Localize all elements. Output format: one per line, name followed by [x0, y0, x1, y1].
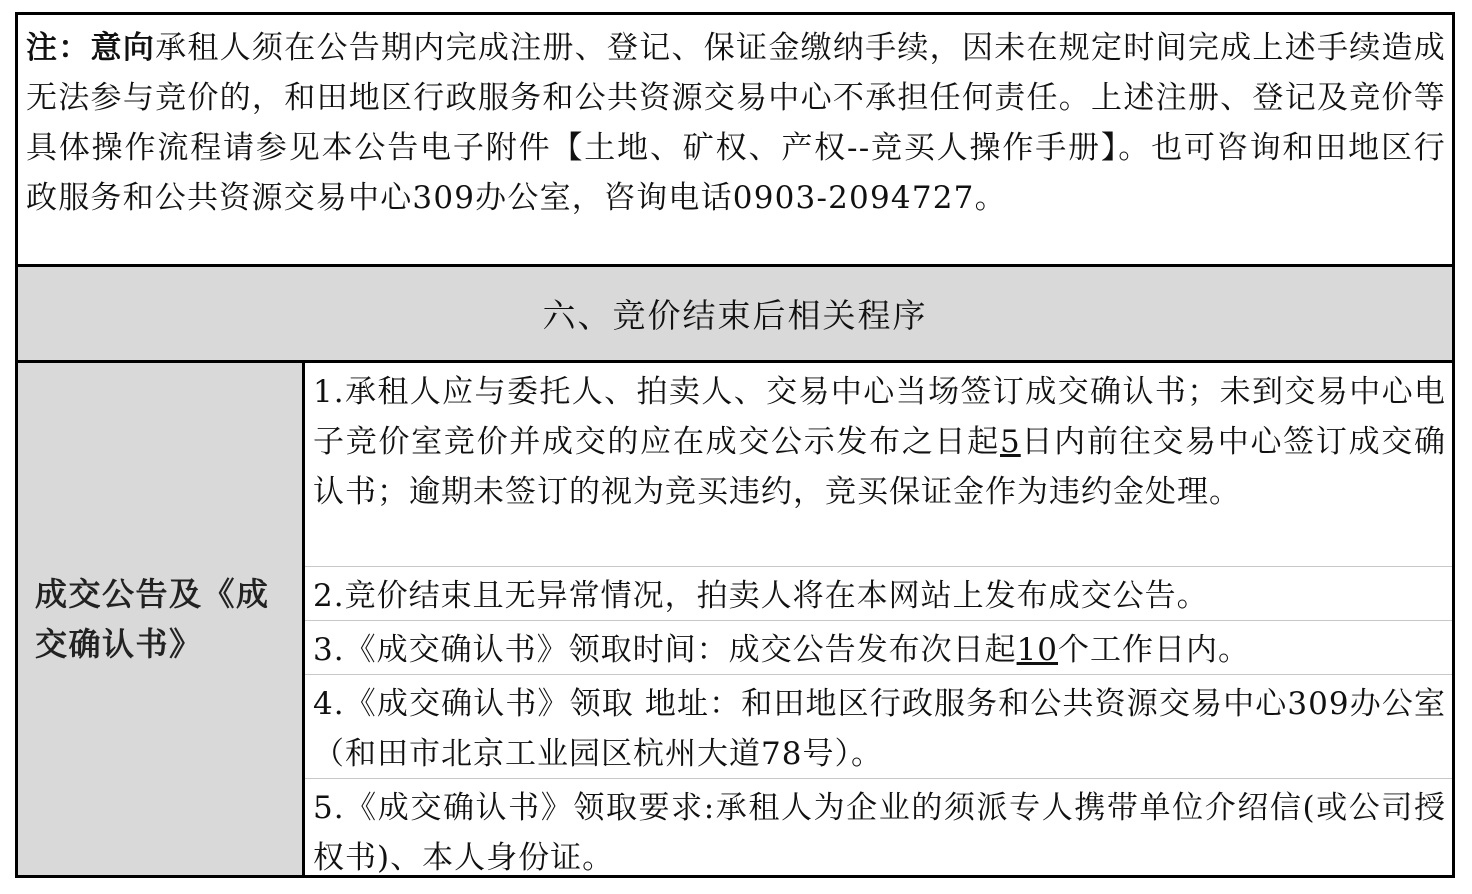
item-1-text-after: 日内前往交易中心签订成交确认书；逾期未签订的视为竞买违约，竞买保证金作为违约金处理。	[313, 424, 1447, 510]
item-1-text-before: 1.承租人应与委托人、拍卖人、交易中心当场签订成交确认书；未到交易中心电子竞价室竞价并成交的应在成交公示发布之日起	[313, 374, 1446, 460]
procedure-item-3	[305, 621, 1452, 675]
item-5-text: 5.《成交确认书》领取要求:承租人为企业的须派专人携带单位介绍信(或公司授权书)、本人身份证。	[313, 790, 1446, 875]
section-title: 六、竞价结束后相关程序	[542, 296, 928, 335]
item-4-text: 4.《成交确认书》领取 地址：和田地区行政服务和公共资源交易中心309办公室（和田市北京工业园区杭州大道78号）。	[313, 686, 1446, 772]
procedure-item-1	[305, 363, 1452, 567]
procedure-table	[15, 12, 1455, 878]
item-3-days-value: 10	[1016, 632, 1059, 668]
section-heading	[18, 267, 1452, 363]
row-label-cell	[18, 363, 305, 875]
item-3-text-after: 个工作日内。	[1058, 632, 1251, 668]
item-1-days-value: 5	[1000, 424, 1021, 460]
procedure-item-2	[305, 567, 1452, 621]
procedure-item-4	[305, 675, 1452, 779]
item-2-text: 2.竞价结束且无异常情况，拍卖人将在本网站上发布成交公告。	[313, 578, 1209, 614]
item-3-text-before: 3.《成交确认书》领取时间：成交公告发布次日起	[313, 632, 1017, 668]
procedure-item-5	[305, 779, 1452, 875]
note-prefix: 注：意向	[26, 30, 156, 66]
note-text: 承租人须在公告期内完成注册、登记、保证金缴纳手续，因未在规定时间完成上述手续造成无法参与竞价的，和田地区行政服务和公共资源交易中心不承担任何责任。上述注册、登记及竞价等具体操作流程请参见本公告电子附件【土地、矿权、产权--竞买人操作手册】。也可咨询和田地区行政服务和公共资源交易中心309办公室，咨询电话0903-2094727。	[26, 30, 1446, 216]
procedure-items	[305, 363, 1452, 875]
row-label-text: 成交公告及《成交确认书》	[35, 575, 270, 663]
note-paragraph	[18, 15, 1452, 267]
